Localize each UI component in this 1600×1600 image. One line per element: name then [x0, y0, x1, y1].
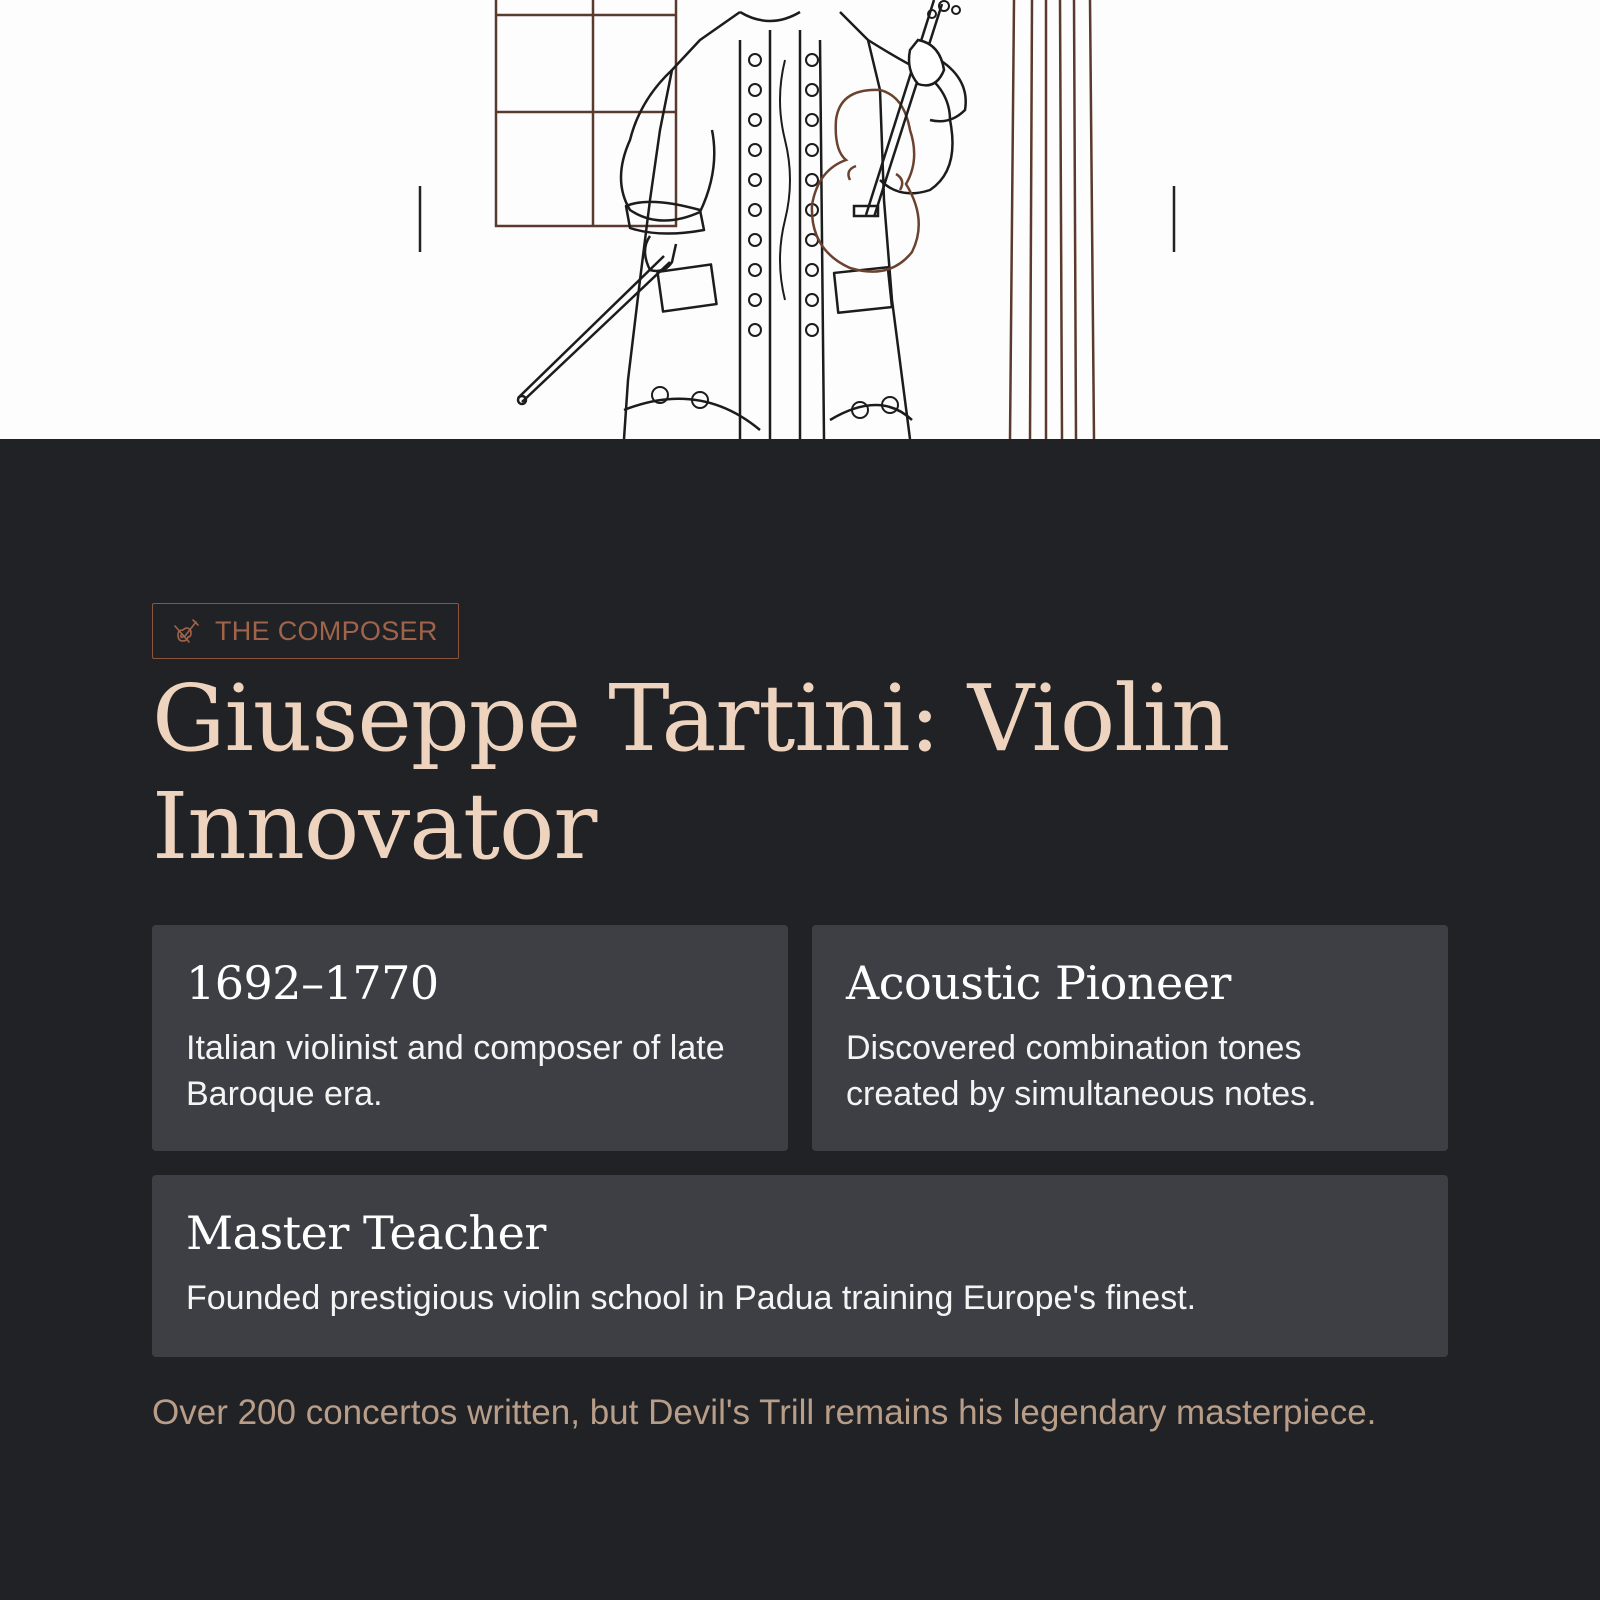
card-text: Italian violinist and composer of late Baroque era. — [186, 1029, 725, 1113]
fact-card-lifespan — [152, 925, 788, 1151]
composer-section — [152, 603, 1450, 1435]
violinist-illustration — [0, 0, 1600, 439]
category-tag-label: THE COMPOSER — [215, 615, 438, 646]
card-title: Acoustic Pioneer — [846, 956, 1231, 1010]
hero-illustration — [0, 0, 1600, 439]
footnote: Over 200 concertos written, but Devil's Trill remains his legendary masterpiece. — [152, 1393, 1377, 1432]
category-tag — [152, 603, 459, 659]
card-text: Discovered combination tones created by simultaneous notes. — [846, 1029, 1317, 1113]
fact-card-acoustic-pioneer — [812, 925, 1448, 1151]
fact-cards — [152, 925, 1450, 1357]
fact-card-master-teacher — [152, 1175, 1448, 1357]
card-text: Founded prestigious violin school in Padua training Europe's finest. — [186, 1279, 1197, 1317]
violin-icon — [171, 616, 201, 646]
page-title: Giuseppe Tartini: Violin Innovator — [152, 665, 1230, 880]
card-title: Master Teacher — [186, 1206, 546, 1260]
card-title: 1692–1770 — [186, 956, 439, 1010]
